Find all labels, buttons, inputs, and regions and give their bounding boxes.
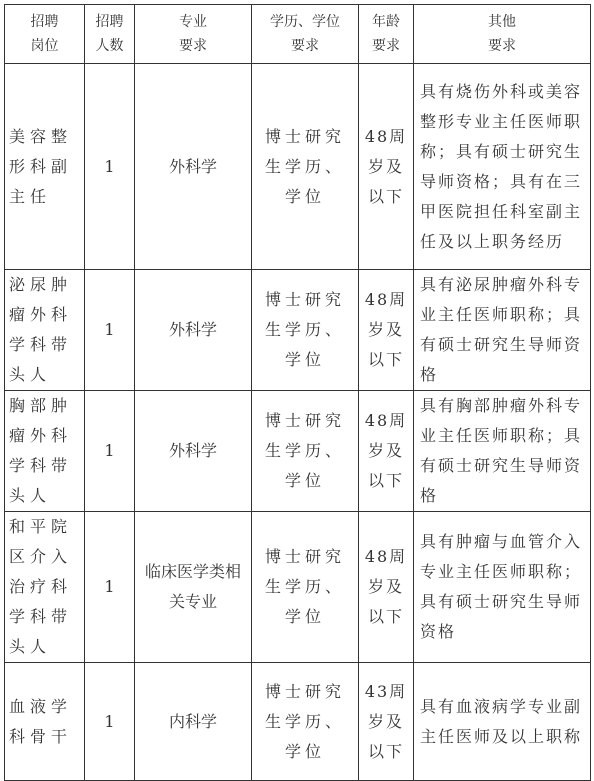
recruitment-table (4, 4, 591, 781)
education-cell: 博士研究生学历、学位 (252, 663, 359, 781)
position-cell: 美容整形科副主任 (5, 64, 85, 270)
count-cell: 1 (85, 512, 135, 663)
position-cell: 血液学科骨干 (5, 663, 85, 781)
age-cell: 48周岁及以下 (359, 391, 414, 512)
count-cell: 1 (85, 663, 135, 781)
education-cell: 博士研究生学历、学位 (252, 64, 359, 270)
table-row (5, 663, 591, 781)
header-row (5, 5, 591, 64)
other-requirements-cell: 具有烧伤外科或美容整形专业主任医师职称；具有硕士研究生导师资格；具有在三甲医院担任科室副主任及以上职务经历 (414, 64, 591, 270)
position-cell: 和平院区介入治疗科学科带头人 (5, 512, 85, 663)
age-cell: 48周岁及以下 (359, 512, 414, 663)
table-row (5, 512, 591, 663)
position-cell: 胸部肿瘤外科学科带头人 (5, 391, 85, 512)
other-requirements-cell: 具有胸部肿瘤外科专业主任医师职称；具有硕士研究生导师资格 (414, 391, 591, 512)
major-cell: 外科学 (135, 270, 252, 391)
table-row (5, 64, 591, 270)
header-education: 学历、学位 要求 (252, 5, 359, 64)
major-cell: 外科学 (135, 64, 252, 270)
age-cell: 48周岁及以下 (359, 270, 414, 391)
other-requirements-cell: 具有泌尿肿瘤外科专业主任医师职称；具有硕士研究生导师资格 (414, 270, 591, 391)
table-row (5, 270, 591, 391)
other-requirements-cell: 具有血液病学专业副主任医师及以上职称 (414, 663, 591, 781)
age-cell: 43周岁及以下 (359, 663, 414, 781)
major-cell: 临床医学类相关专业 (135, 512, 252, 663)
education-cell: 博士研究生学历、学位 (252, 391, 359, 512)
count-cell: 1 (85, 391, 135, 512)
major-cell: 外科学 (135, 391, 252, 512)
header-other: 其他 要求 (414, 5, 591, 64)
major-cell: 内科学 (135, 663, 252, 781)
education-cell: 博士研究生学历、学位 (252, 270, 359, 391)
table-row (5, 391, 591, 512)
age-cell: 48周岁及以下 (359, 64, 414, 270)
other-requirements-cell: 具有肿瘤与血管介入专业主任医师职称；具有硕士研究生导师资格 (414, 512, 591, 663)
position-cell: 泌尿肿瘤外科学科带头人 (5, 270, 85, 391)
header-position: 招聘 岗位 (5, 5, 85, 64)
count-cell: 1 (85, 270, 135, 391)
header-age: 年龄 要求 (359, 5, 414, 64)
header-major: 专业 要求 (135, 5, 252, 64)
count-cell: 1 (85, 64, 135, 270)
header-count: 招聘 人数 (85, 5, 135, 64)
education-cell: 博士研究生学历、学位 (252, 512, 359, 663)
